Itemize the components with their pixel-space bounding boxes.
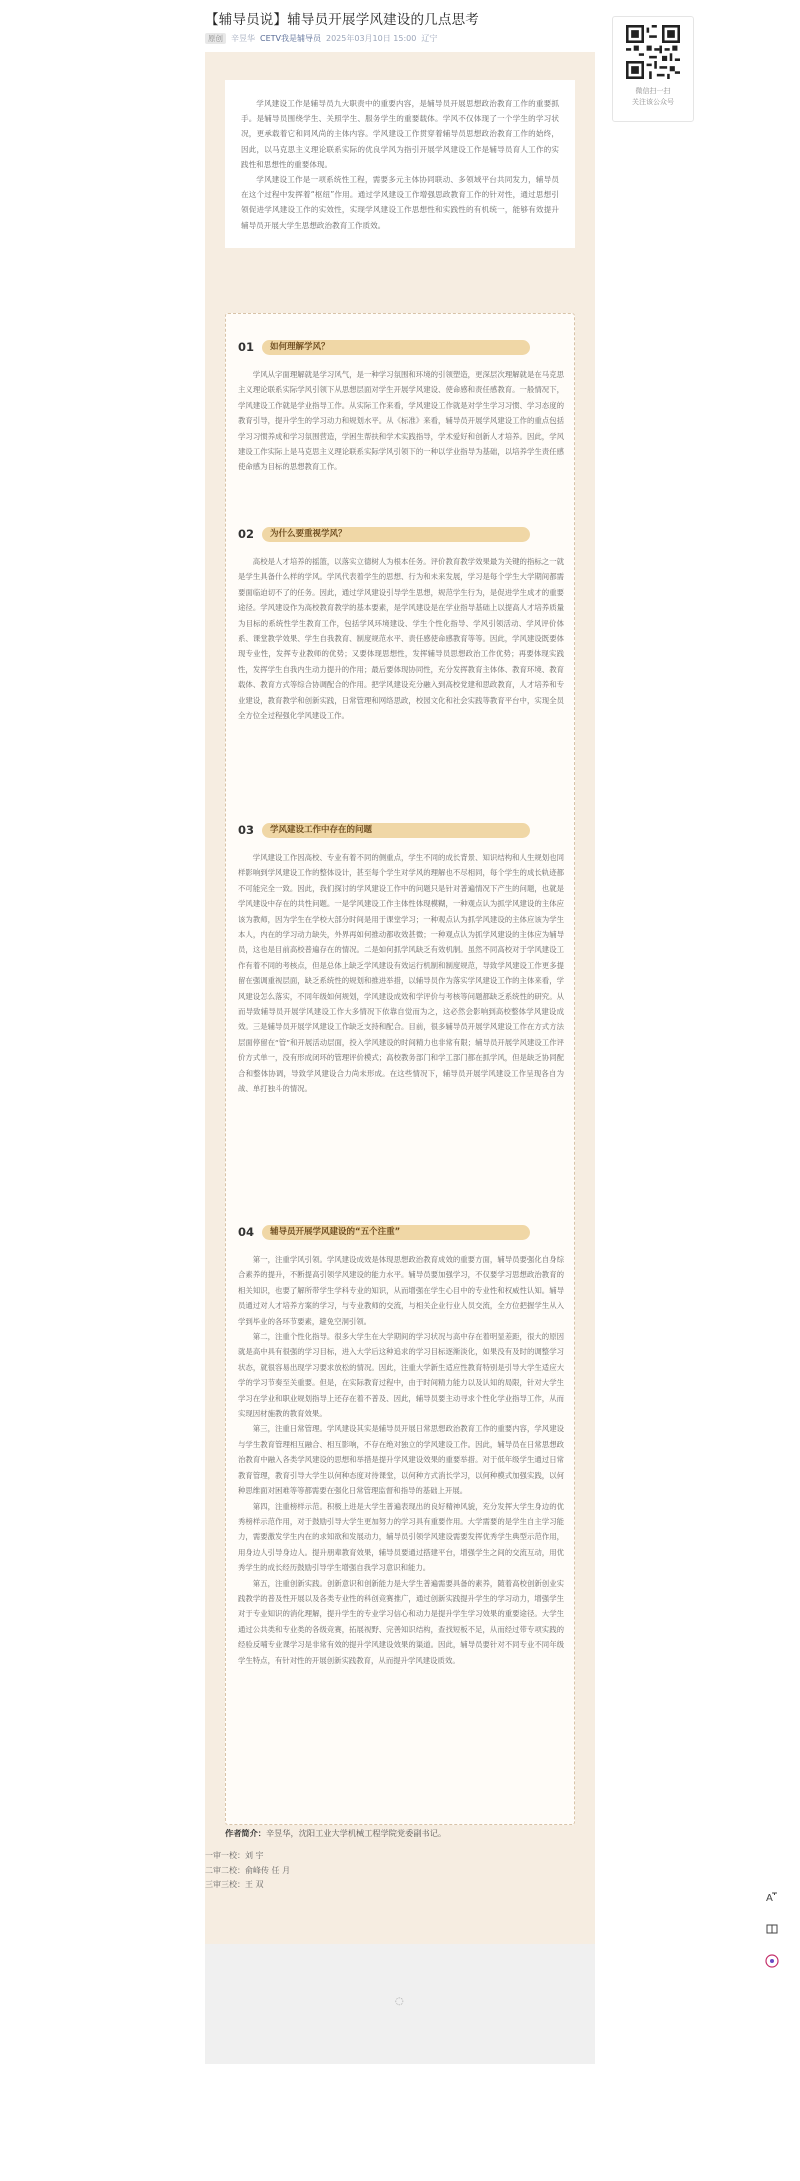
- section-paragraph: 第四，注重榜样示范。积极上进是大学生普遍表现出的良好精神风貌，充分发挥大学生身边的优秀榜样示范作用，对于鼓励引导大学生更加努力的学习具有重要作用。大学需要的是学生自主学习能力，需要激发学生内在的求知欲和发展动力，辅导员引领学风建设需要发挥优秀学生典型示范作用，用身边人引导身边人。提升朋辈教育效果，辅导员要通过搭建平台，增强学生之间的交流互动，用优秀学生的成长经历鼓励引导学生增强自我学习意识和能力。: [238, 1501, 564, 1573]
- section-3: [238, 822, 564, 1097]
- qr-card[interactable]: [612, 16, 694, 122]
- credit-line: 三审三校：王 双: [205, 1880, 264, 1889]
- ai-assistant-icon[interactable]: [762, 1954, 782, 1974]
- section-paragraph: 学风从字面理解就是学习风气，是一种学习氛围和环境的引领塑造，更深层次理解就是在马克思主义理论联系实际学风引领下从思想层面对学生开展学风建设、使命感和责任感教育。一般情况下，学风建设工作就是学业指导工作。从实际工作来看，学风建设工作就是对学生学习习惯、学习态度的教育引导，提升学生的学习动力和规划水平。从《标准》来看，辅导员开展学风建设工作的重点包括学习习惯养成和学习氛围营造，学困生帮扶和学术实践指导，学术爱好和创新人才培养。因此，学风建设工作实际上是马克思主义理论联系实际学风引领下的一种以学业指导为基础，以培养学生责任感使命感为目标的思想教育工作。: [238, 370, 564, 472]
- section-1: [238, 339, 564, 475]
- section-number: 02: [238, 527, 255, 541]
- article-meta: [205, 33, 595, 44]
- section-heading: [238, 526, 564, 542]
- svg-text:A: A: [766, 1893, 773, 1903]
- section-number: 04: [238, 1225, 255, 1239]
- section-title: 如何理解学风？: [262, 340, 530, 355]
- qr-code-icon: [626, 25, 680, 79]
- account-link[interactable]: CETV我是辅导员: [260, 34, 321, 43]
- section-title: 为什么要重视学风？: [262, 527, 530, 542]
- section-2: [238, 526, 564, 723]
- author-name: 辛昱华: [231, 34, 255, 43]
- section-body: [238, 367, 564, 475]
- section-number: 01: [238, 340, 255, 354]
- main-content-box: [225, 313, 575, 1825]
- translate-icon[interactable]: [762, 1890, 782, 1910]
- intro-box: [225, 80, 575, 248]
- section-paragraph: 第五，注重创新实践。创新意识和创新能力是大学生普遍需要具备的素养，随着高校创新创业实践教学的普及性开展以及各类专业性的科创竞赛推广，通过创新实践提升学生的学习动力，增强学生对于专业知识的消化理解，提升学生的专业学习信心和动力是提升学生学习效果的重要途径。大学生通过公共类和专业类的各级竞赛，拓展视野、完善知识结构，查找短板不足，从而经过带专项实践的经验反哺专业课学习是非常有效的提升学风建设效果的渠道。因此，辅导员要针对不同专业不同年级学生特点，有针对性的开展创新实践教育，从而提升学风建设质效。: [238, 1578, 564, 1665]
- intro-paragraph: 学风建设工作是一项系统性工程，需要多元主体协同联动、多领域平台共同发力，辅导员在这个过程中发挥着“枢纽”作用。通过学风建设工作增强思政教育工作的针对性，通过思想引领促进学风建设工作的实效性，实现学风建设工作思想性和实践性的有机统一，能够有效提升辅导员开展大学生思想政治教育工作质效。: [241, 175, 559, 230]
- qr-caption: [613, 86, 693, 108]
- reader-icon[interactable]: [762, 1922, 782, 1942]
- review-credits: [205, 1849, 290, 1893]
- author-text: 辛昱华，沈阳工业大学机械工程学院党委副书记。: [265, 1828, 447, 1838]
- article-header: [205, 0, 595, 44]
- section-heading: [238, 822, 564, 838]
- publish-location: 辽宁: [421, 34, 438, 43]
- credit-line: 一审一校：刘 宇: [205, 1851, 264, 1860]
- article-title: 【辅导员说】辅导员开展学风建设的几点思考: [205, 12, 479, 28]
- credit-line: 二审二校：俞峰传 任 月: [205, 1865, 291, 1875]
- original-tag: 原创: [205, 33, 226, 44]
- section-paragraph: 第三，注重日常管理。学风建设其实是辅导员开展日常思想政治教育工作的重要内容，学风建设与学生教育管理相互融合、相互影响，不存在绝对独立的学风建设工作。因此，辅导员在日常思想政治教育中融入各类学风建设的思想和举措是提升学风建设效果的重要举措。对于低年级学生通过日常教育管理，教育引导大学生以何种态度对待课堂，以何种方式消长学习，以何种模式加强实践，以何种思维面对困难等等都需要在强化日常管理监督和指导的基础上开展。: [238, 1424, 564, 1496]
- qr-caption-line2: 关注该公众号: [632, 98, 674, 106]
- intro-paragraph: 学风建设工作是辅导员九大职责中的重要内容，是辅导员开展思想政治教育工作的重要抓手。是辅导员围绕学生、关照学生、服务学生的重要载体。学风不仅体现了一个学生的学习状况，更承载着它和同风尚的主体内容。学风建设工作贯穿着辅导员思想政治教育工作的始终，因此，以马克思主义理论联系实际的优良学风为指引开展学风建设工作是辅导员育人工作的实践性和思想性的重要体现。: [241, 99, 559, 169]
- publish-date: 2025年03月10日 15:00: [326, 34, 417, 43]
- section-body: [238, 1252, 564, 1668]
- loading-spinner-icon: ◌: [395, 1996, 404, 2007]
- section-heading: [238, 1224, 564, 1240]
- author-label: 作者简介：: [225, 1828, 266, 1838]
- loading-area: [205, 1944, 595, 2064]
- section-paragraph: 学风建设工作因高校、专业有着不同的侧重点，学生不同的成长背景、知识结构和人生规划也同样影响到学风建设工作的整体设计，甚至每个学生对学风的理解也不尽相同，每个学生的成长轨迹都不可能完全一致。因此，我们探讨的学风建设工作中的问题只是针对普遍情况下产生的问题，也就是学风建设中存在的共性问题。一是学风建设工作主体性体现模糊，一种观点认为抓学风建设的主体应该为教师，因为学生在学校大部分时间是用于课堂学习；一种观点认为抓学风建设的主体应该为学生本人，内在的学习动力缺失，外界再如何推动都收效甚微；一种观点认为抓学风建设的主体应为辅导员，这也是目前高校普遍存在的情况。二是如何抓学风缺乏有效机制。虽然不同高校对于学风建设工作有着不同的考核点，但是总体上缺乏学风建设有效运行机制和制度规范，导致学风建设工作更多提留在强调重视层面，缺乏系统性的规划和推进举措，以辅导员作为落实学风建设工作的主体来看，学风建设怎么落实，不同年级如何规划，学风建设成效和学评价与考核等问题都缺乏系统性的研究。从而导致辅导员开展学风建设工作大多情况下依靠自觉而为之，这必然会影响到高校整体学风建设成效。三是辅导员开展学风建设工作缺乏支持和配合。目前，很多辅导员开展学风建设工作在方式方法层面停留在“管”和开展活动层面，投入学风建设的时间精力也非常有限；辅导员开展学风建设工作评价方式单一，没有形成闭环的管理评价模式；高校教务部门和学工部门都在抓学风，但是缺乏协同配合和整体协调，导致学风建设合力尚未形成。在这些情况下，辅导员开展学风建设工作呈现各自为战、单打独斗的情况。: [238, 853, 564, 1094]
- qr-caption-line1: 微信扫一扫: [635, 87, 671, 95]
- section-body: [238, 850, 564, 1097]
- article-body: [205, 52, 595, 2046]
- section-number: 03: [238, 823, 255, 837]
- section-paragraph: 第二，注重个性化指导。很多大学生在大学期间的学习状况与高中存在着明显差距，很大的原因就是高中具有很强的学习目标，进入大学后这种追求的学习目标逐渐淡化，如果没有及时的调整学习状态，就很容易出现学习要求放松的情况。因此，注重大学新生适应性教育特别是引导大学生适应大学的学习节奏至关重要。但是，在实际教育过程中，由于时间精力能力以及认知的局限，针对大学生学习在学业和职业规划指导上还存在着不普及、因此，辅导员要主动寻求个性化学业指导工作，从而实现因材施教的教育效果。: [238, 1332, 564, 1419]
- section-body: [238, 554, 564, 723]
- section-paragraph: 第一，注重学风引领。学风建设成效是体现思想政治教育成效的重要方面，辅导员要强化自身综合素养的提升，不断提高引领学风建设的能力水平。辅导员要加强学习，不仅要学习思想政治教育的相关知识，也要了解所带学生学科专业的知识，从而增强在学生心目中的专业性和权威性认知。辅导员通过对人才培养方案的学习，与专业教师的交流，与相关企业行业人员交流，全方位把握学生从入学到毕业的各环节要素，避免空洞引领。: [238, 1255, 564, 1326]
- section-title: 辅导员开展学风建设的“五个注重”: [262, 1225, 530, 1240]
- section-title: 学风建设工作中存在的问题: [262, 823, 530, 838]
- section-4: [238, 1224, 564, 1668]
- section-paragraph: 高校是人才培养的摇篮，以落实立德树人为根本任务。评价教育教学效果最为关键的指标之一就是学生具备什么样的学风。学风代表着学生的思想、行为和未来发展，学习是每个学生大学期间都需要面临迫切不了的任务。因此，通过学风建设引导学生思想，规范学生行为，是促进学生成才的重要途径。学风建设作为高校教育教学的基本要素，是学风建设是在学业指导基础上以提高人才培养质量为目标的系统性学生教育工作，包括学风环境建设、学生个性化指导、学风引领活动、学风评价体系、课堂教学效果、学生自我教育、制度规范水平、责任感使命感教育等等。因此，学风建设既要体现专业性，发挥专业教师的优势；又要体现思想性，发挥辅导员思想政治工作优势；再要体现实践性，发挥学生自我内生动力提升的作用；最后要体现协同性，充分发挥教育主体体、教育环境、教育载体、教育方式等综合协调配合的作用。把学风建设充分融入到高校党建和思政教育，人才培养和专业建设，教育教学和创新实践，日常管理和网络思政，校园文化和社会实践等教育平台中，实现全员全方位全过程强化学风建设工作。: [238, 557, 564, 721]
- side-toolbar: [762, 1890, 782, 1986]
- author-intro: [225, 1828, 446, 1839]
- section-heading: [238, 339, 564, 355]
